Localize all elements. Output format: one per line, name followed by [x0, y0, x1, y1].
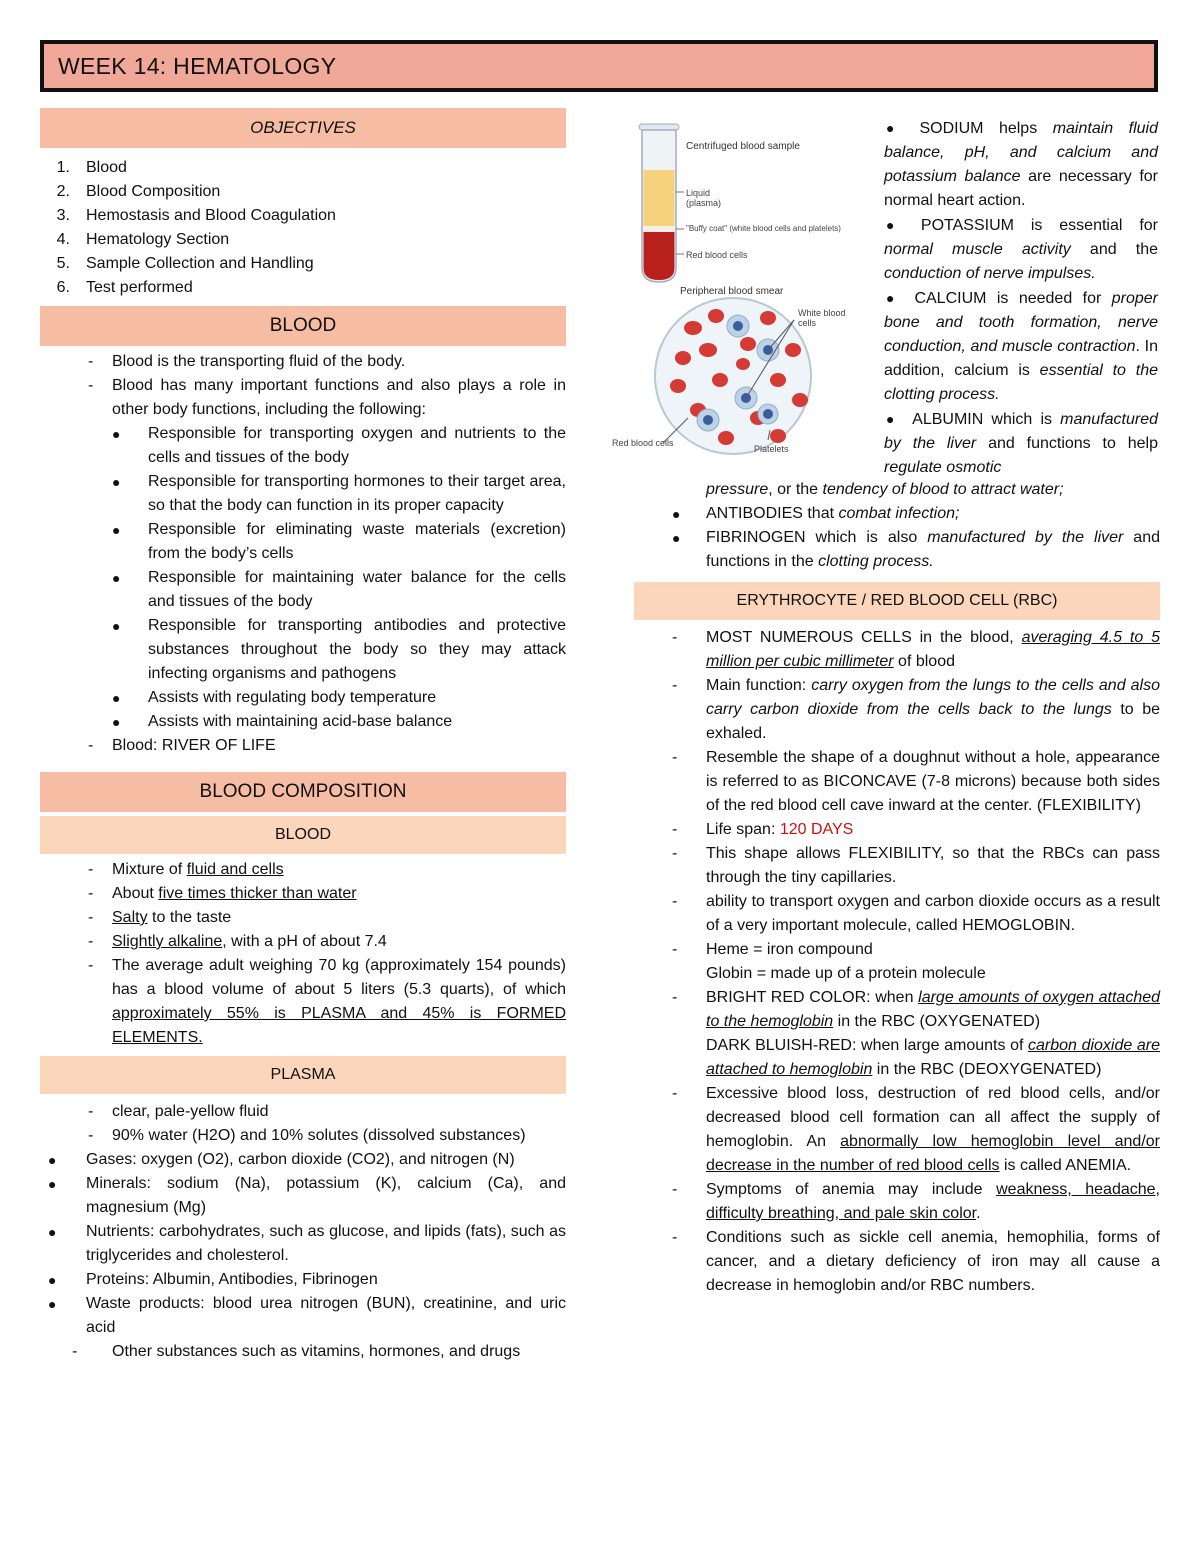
list-item: - Blood is the transporting fluid of the body. [40, 350, 566, 374]
item-text: Other substances such as vitamins, hormones, and drugs [112, 1343, 521, 1360]
plasma-header-label: PLASMA [270, 1066, 336, 1083]
figure-label: "Buffy coat" (white blood cells and platelets) [686, 224, 841, 233]
item-text: Assists with regulating body temperature [148, 689, 437, 706]
composition-section [40, 858, 566, 1050]
list-item: - Blood has many important functions and also plays a role in other body functions, including the following: [40, 374, 566, 422]
plasma-header [40, 1056, 566, 1094]
blood-header-label: BLOOD [269, 315, 337, 336]
list-item: - Symptoms of anemia may include weakness, headache, difficulty breathing, and pale skin color. [672, 1181, 1160, 1222]
item-text: The average adult weighing 70 kg (approximately 154 pounds) has a blood volume of about 5 liters (5.3 quarts), of which [112, 957, 566, 998]
list-item: - Blood: RIVER OF LIFE [40, 734, 566, 758]
item-text: Hematology Section [86, 231, 230, 248]
right-column [634, 478, 1160, 1298]
item-text-underlined: Slightly alkaline [112, 933, 223, 950]
item-text: to the taste [147, 909, 232, 926]
list-item: - Other substances such as vitamins, hormones, and drugs [40, 1340, 566, 1364]
figure-label: Red blood cells [612, 438, 674, 448]
rbc-section [634, 626, 1160, 1298]
item-number: 5. [56, 255, 70, 272]
list-item: ● Minerals: sodium (Na), potassium (K), calcium (Ca), and magnesium (Mg) [40, 1172, 566, 1220]
objectives-header-label: OBJECTIVES [250, 118, 356, 137]
item-text: Blood: RIVER OF LIFE [112, 737, 276, 754]
item-text: Mixture of [112, 861, 187, 878]
list-item [40, 180, 566, 204]
list-item: - About five times thicker than water [88, 885, 357, 902]
list-item: ● FIBRINOGEN which is also manufactured by the liver and functions in the clotting process. [672, 529, 1161, 570]
item-text-underlined: fluid and cells [186, 861, 284, 878]
list-item: - The average adult weighing 70 kg (approximately 154 pounds) has a blood volume of about 5 liters (5.3 quarts), of which approximately 55% is PLASMA and 45% is FORMED ELEMENTS. [88, 957, 566, 1046]
item-number: 2. [56, 183, 70, 200]
page-title: WEEK 14: HEMATOLOGY [58, 52, 337, 79]
item-text: Hemostasis and Blood Coagulation [86, 207, 336, 224]
figure-label: Platelets [754, 444, 789, 454]
figure-label: (plasma) [686, 198, 722, 208]
item-text: Responsible for eliminating waste materials (excretion) from the body’s cells [148, 521, 566, 562]
rbc-header [634, 582, 1160, 620]
item-text: Blood [86, 159, 127, 176]
item-text-underlined: approximately 55% is PLASMA and 45% is FORMED ELEMENTS. [112, 1005, 566, 1046]
list-item: ● POTASSIUM is essential for normal muscle activity and the conduction of nerve impulses. [884, 217, 1159, 282]
item-text: Responsible for transporting hormones to their target area, so that the body can function in its proper capacity [148, 473, 566, 514]
list-item: - This shape allows FLEXIBILITY, so that the RBCs can pass through the tiny capillaries. [672, 845, 1160, 886]
list-item: - Slightly alkaline, with a pH of about 7.4 [88, 933, 387, 950]
item-text: Responsible for transporting antibodies and protective substances throughout the body so they may attack infecting organisms and pathogens [148, 617, 566, 682]
item-number: 6. [56, 279, 70, 296]
item-text: Gases: oxygen (O2), carbon dioxide (CO2), and nitrogen (N) [86, 1151, 515, 1168]
list-item: ● CALCIUM is needed for proper bone and tooth formation, nerve conduction, and muscle contraction. In addition, calcium is essential to the clotting process. [884, 290, 1159, 403]
list-item: - Life span: 120 DAYS [672, 821, 854, 838]
list-item: ● Responsible for transporting hormones to their target area, so that the body can function in its proper capacity [40, 470, 566, 518]
item-text: Nutrients: carbohydrates, such as glucose, and lipids (fats), such as triglycerides and cholesterol. [86, 1223, 566, 1264]
list-item [40, 252, 566, 276]
list-item [40, 156, 566, 180]
composition-subheader-label: BLOOD [274, 826, 331, 843]
item-text: clear, pale-yellow fluid [112, 1103, 269, 1120]
composition-blood-subheader [40, 816, 566, 854]
list-item: - 90% water (H2O) and 10% solutes (dissolved substances) [40, 1124, 566, 1148]
list-item: - Excessive blood loss, destruction of red blood cells, and/or decreased blood cell formation can all affect the supply of hemoglobin. An abnormally low hemoglobin level and/or decrease in the number of red blood cells is called ANEMIA. [672, 1085, 1161, 1174]
composition-header-label: BLOOD COMPOSITION [199, 781, 407, 802]
list-item: ● SODIUM helps maintain fluid balance, pH, and calcium and potassium balance are necessary for normal heart action. [884, 120, 1158, 209]
list-item [40, 228, 566, 252]
item-number: 3. [56, 207, 70, 224]
list-item: ● Assists with maintaining acid-base balance [40, 710, 566, 734]
item-text: About [112, 885, 159, 902]
item-text-underlined: Salty [112, 909, 148, 926]
figure-label: Centrifuged blood sample [686, 141, 800, 152]
list-item: ● Nutrients: carbohydrates, such as glucose, and lipids (fats), such as triglycerides and cholesterol. [40, 1220, 566, 1268]
list-item: - Salty to the taste [88, 909, 232, 926]
list-item: ● Responsible for transporting oxygen and nutrients to the cells and tissues of the body [40, 422, 566, 470]
list-item: ● ANTIBODIES that combat infection; [672, 505, 960, 522]
item-text: Responsible for maintaining water balance for the cells and tissues of the body [148, 569, 566, 610]
item-text: Blood is the transporting fluid of the body. [112, 353, 406, 370]
item-number: 4. [56, 231, 70, 248]
list-item: - Mixture of fluid and cells [88, 861, 284, 878]
figure-label: Liquid [686, 188, 711, 198]
list-item: ● ALBUMIN which is manufactured by the liver and functions to help regulate osmotic [884, 411, 1159, 476]
list-item: - MOST NUMEROUS CELLS in the blood, averaging 4.5 to 5 million per cubic millimeter of blood [672, 629, 1161, 670]
figure-label: White blood [798, 308, 846, 318]
list-item [40, 204, 566, 228]
left-column [40, 108, 566, 1364]
item-text: Sample Collection and Handling [86, 255, 314, 272]
composition-header [40, 772, 566, 812]
item-text-underlined: five times thicker than water [158, 885, 357, 902]
item-text: 90% water (H2O) and 10% solutes (dissolved substances) [112, 1127, 526, 1144]
list-item: ● Responsible for eliminating waste materials (excretion) from the body’s cells [40, 518, 566, 566]
item-text: Assists with maintaining acid-base balance [148, 713, 453, 730]
lifespan-value: 120 DAYS [779, 821, 854, 838]
item-text: Blood Composition [86, 183, 221, 200]
item-text: Responsible for transporting oxygen and nutrients to the cells and tissues of the body [148, 425, 566, 466]
list-item: - ability to transport oxygen and carbon dioxide occurs as a result of a very important molecule, called HEMOGLOBIN. [672, 893, 1160, 934]
list-item: - Conditions such as sickle cell anemia, hemophilia, forms of cancer, and a dietary deficiency of iron may all cause a decrease in hemoglobin and/or RBC numbers. [672, 1229, 1160, 1294]
rbc-header-label: ERYTHROCYTE / RED BLOOD CELL (RBC) [736, 592, 1058, 609]
list-item: - clear, pale-yellow fluid [40, 1100, 566, 1124]
objectives-header [40, 108, 566, 148]
list-item: ● Assists with regulating body temperature [40, 686, 566, 710]
figure-label: cells [798, 318, 817, 328]
list-item: - BRIGHT RED COLOR: when large amounts of oxygen attached to the hemoglobin in the RBC (OXYGENATED) DARK BLUISH-RED: when large amounts of carbon dioxide are attached to hemoglobin in the RBC (DEOXYGENATED) [672, 989, 1161, 1078]
list-item [40, 276, 566, 300]
list-item: ● Responsible for maintaining water balance for the cells and tissues of the body [40, 566, 566, 614]
item-text: Blood has many important functions and also plays a role in other body functions, including the following: [112, 377, 566, 418]
item-text: Waste products: blood urea nitrogen (BUN), creatinine, and uric acid [86, 1295, 566, 1336]
list-item: - Resemble the shape of a doughnut without a hole, appearance is referred to as BICONCAVE (7-8 microns) because both sides of the red blood cell cave inward at the center. (FLEXIBILITY) [672, 749, 1160, 814]
blood-header [40, 306, 566, 346]
blood-section [40, 350, 566, 758]
objectives-list [40, 156, 566, 300]
list-item: ● Proteins: Albumin, Antibodies, Fibrinogen [40, 1268, 566, 1292]
item-text: Minerals: sodium (Na), potassium (K), calcium (Ca), and magnesium (Mg) [86, 1175, 566, 1216]
list-item: - Main function: carry oxygen from the lungs to the cells and also carry carbon dioxide from the cells back to the lungs to be exhaled. [672, 677, 1161, 742]
figure-label: Red blood cells [686, 250, 748, 260]
blood-figure [608, 118, 872, 468]
page-title-bar [40, 40, 1158, 92]
list-item: ● Responsible for transporting antibodies and protective substances throughout the body so they may attack infecting organisms and pathogens [40, 614, 566, 686]
albumin-continuation: pressure, or the tendency of blood to attract water; [706, 481, 1064, 498]
item-text: Test performed [86, 279, 193, 296]
figure-label: Peripheral blood smear [680, 286, 784, 297]
plasma-ions-list [884, 116, 1158, 480]
list-item: ● Waste products: blood urea nitrogen (BUN), creatinine, and uric acid [40, 1292, 566, 1340]
item-text: Proteins: Albumin, Antibodies, Fibrinogen [86, 1271, 378, 1288]
list-item: ● Gases: oxygen (O2), carbon dioxide (CO2), and nitrogen (N) [40, 1148, 566, 1172]
item-text: , with a pH of about 7.4 [222, 933, 387, 950]
item-number: 1. [56, 159, 70, 176]
plasma-section [40, 1100, 566, 1364]
list-item: - Heme = iron compound Globin = made up of a protein molecule [672, 941, 986, 982]
